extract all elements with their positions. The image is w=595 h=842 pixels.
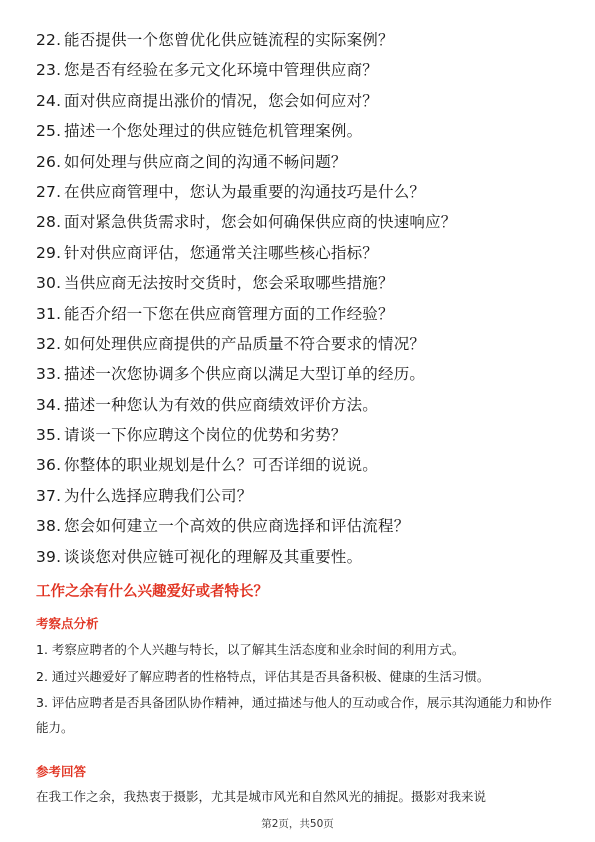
question-item [36,329,576,359]
question-text: 请谈一下你应聘这个岗位的优势和劣势？ [64,426,347,445]
question-item [36,420,576,450]
question-text: 谈谈您对供应链可视化的理解及其重要性。 [64,547,363,566]
question-text: 在供应商管理中，您认为最重要的沟通技巧是什么？ [64,182,426,201]
question-item [36,25,576,55]
question-number: 22. [36,31,62,49]
answer-heading: 参考回答 [36,764,87,779]
question-text: 如何处理与供应商之间的沟通不畅问题？ [64,152,347,171]
question-number: 38. [36,517,62,536]
question-number: 25. [36,122,62,141]
question-item [36,207,576,237]
question-text: 面对紧急供货需求时，您会如何确保供应商的快速响应？ [64,213,457,232]
question-item [36,481,576,511]
question-item [36,450,576,480]
analysis-point: 3. 评估应聘者是否具备团队协作精神，通过描述与他人的互动或合作，展示其沟通能力和协作能力。 [36,695,552,735]
question-item [36,86,576,116]
question-number: 28. [36,213,62,232]
question-number: 32. [36,334,62,353]
analysis-points [36,638,560,742]
question-number: 37. [36,486,62,505]
analysis-point: 1. 考察应聘者的个人兴趣与特长，以了解其生活态度和业余时间的利用方式。 [36,642,465,657]
question-list [36,25,576,572]
question-text: 如何处理供应商提供的产品质量不符合要求的情况？ [64,334,426,353]
question-text: 描述一个您处理过的供应链危机管理案例。 [64,122,363,141]
question-number: 34. [36,395,62,414]
analysis-point: 2. 通过兴趣爱好了解应聘者的性格特点，评估其是否具备积极、健康的生活习惯。 [36,668,490,684]
question-text: 能否提供一个您曾优化供应链流程的实际案例？ [64,31,394,49]
question-number: 27. [36,182,62,201]
question-item [36,268,576,298]
question-text: 针对供应商评估，您通常关注哪些核心指标？ [64,243,379,262]
question-number: 36. [36,456,62,475]
question-text: 当供应商无法按时交货时，您会采取哪些措施？ [64,274,394,293]
question-item [36,299,576,329]
question-number: 24. [36,91,62,110]
question-text: 描述一次您协调多个供应商以满足大型订单的经历。 [64,365,426,384]
question-number: 39. [36,547,62,566]
question-number: 30. [36,274,62,293]
question-number: 26. [36,152,62,171]
question-item [36,359,576,389]
question-number: 23. [36,61,62,80]
analysis-heading: 考察点分析 [36,616,99,631]
question-text: 能否介绍一下您在供应商管理方面的工作经验？ [64,304,394,323]
question-number: 35. [36,426,62,445]
question-item [36,116,576,146]
question-text: 面对供应商提出涨价的情况，您会如何应对？ [64,91,379,110]
question-number: 33. [36,365,62,384]
question-number: 31. [36,304,62,323]
question-text: 你整体的职业规划是什么？可否详细的说说。 [64,456,379,475]
answer-text: 在我工作之余，我热衷于摄影，尤其是城市风光和自然风光的捕捉。摄影对我来说 [36,789,487,804]
question-item [36,147,576,177]
question-text: 您会如何建立一个高效的供应商选择和评估流程？ [64,517,410,536]
question-item [36,177,576,207]
question-text: 为什么选择应聘我们公司？ [64,486,253,505]
question-item [36,238,576,268]
page-number: 第2页，共50页 [261,818,334,830]
question-item [36,55,576,85]
question-number: 29. [36,243,62,262]
question-text: 描述一种您认为有效的供应商绩效评价方法。 [64,395,379,414]
question-item [36,542,576,572]
question-item [36,390,576,420]
question-text: 您是否有经验在多元文化环境中管理供应商？ [64,61,379,80]
question-item [36,511,576,541]
section-title: 工作之余有什么兴趣爱好或者特长？ [36,584,268,600]
